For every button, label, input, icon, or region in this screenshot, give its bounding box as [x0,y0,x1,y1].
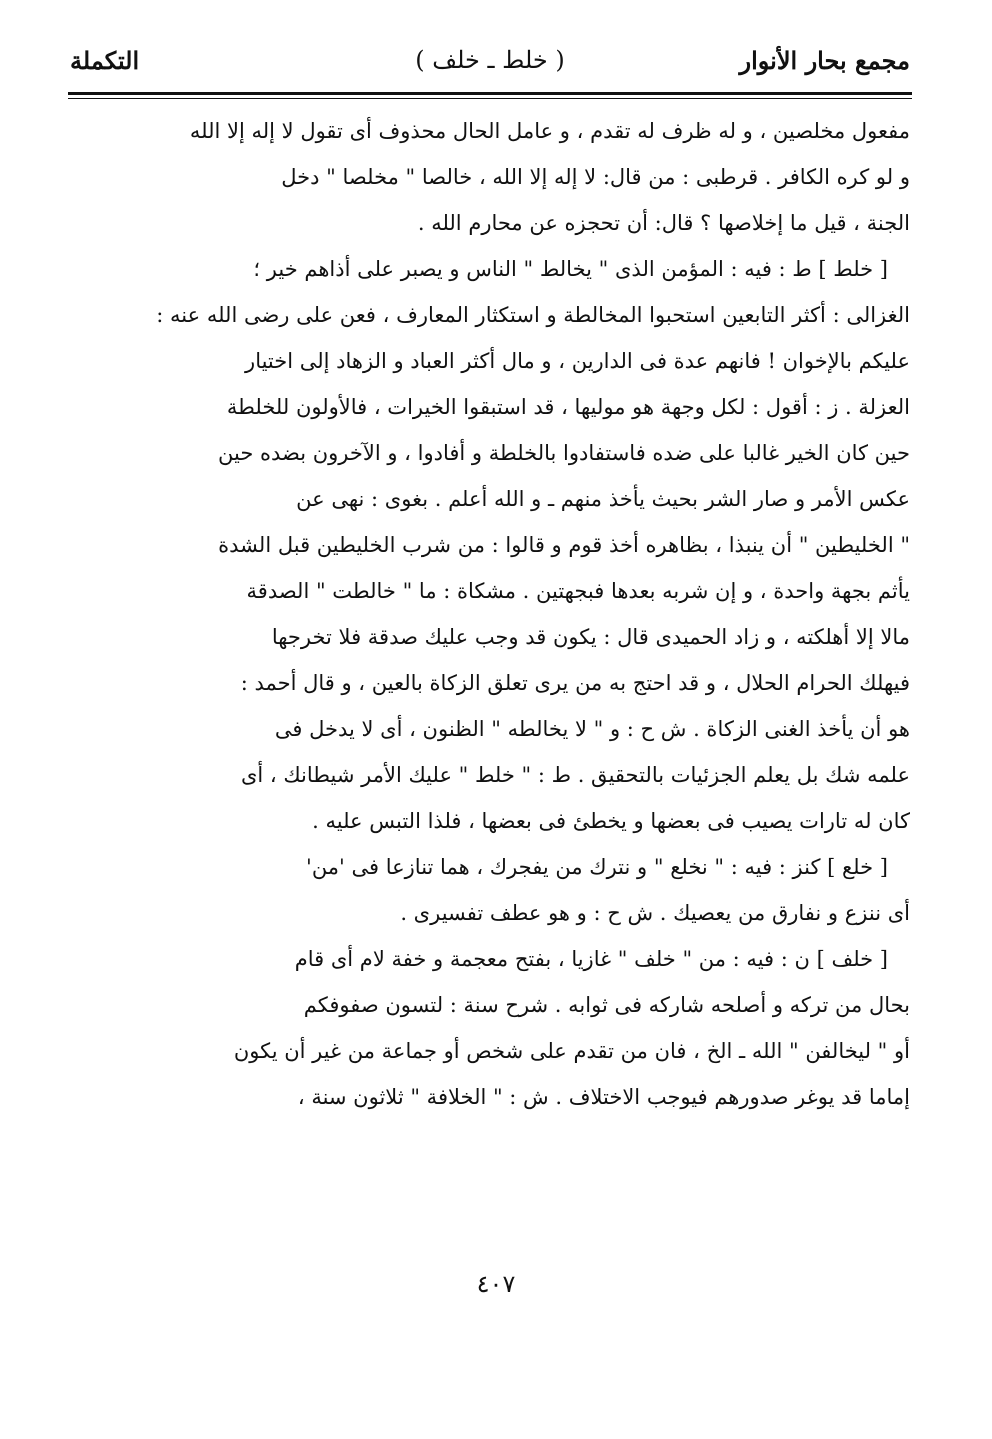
text-line: [ خلف ] ن : فيه : من " خلف " غازيا ، بفتح معجمة و خفة لام أى قام [294,947,888,971]
text-line: فيهلك الحرام الحلال ، و قد احتج به من يرى تعلق الزكاة بالعين ، و قال أحمد : [240,671,910,695]
text-line: و لو كره الكافر . قرطبى : من قال: لا إله إلا الله ، خالصا " مخلصا " دخل [281,165,910,189]
text-line: " الخليطين " أن ينبذا ، بظاهره أخذ قوم و قالوا : من شرب الخليطين قبل الشدة [218,533,910,557]
text-line: يأثم بجهة واحدة ، و إن شربه بعدها فبجهتين . مشكاة : ما " خالطت " الصدقة [246,579,910,603]
text-line: أو " ليخالفن " الله ـ الخ ، فان من تقدم على شخص أو جماعة من غير أن يكون [233,1039,910,1063]
text-line: إماما قد يوغر صدورهم فيوجب الاختلاف . ش : " الخلافة " ثلاثون سنة ، [297,1085,910,1109]
header-rule-thin [68,98,912,99]
text-line: كان له تارات يصيب فى بعضها و يخطئ فى بعضها ، فلذا التبس عليه . [312,809,910,833]
text-line: مفعول مخلصين ، و له ظرف له تقدم ، و عامل الحال محذوف أى تقول لا إله إلا الله [189,119,910,143]
text-line: عكس الأمر و صار الشر بحيث يأخذ منهم ـ و الله أعلم . بغوى : نهى عن [296,487,910,511]
header-book-title: مجمع بحار الأنوار [739,46,910,75]
page-number: ٤٠٧ [476,1270,516,1298]
text-line: هو أن يأخذ الغنى الزكاة . ش ح : و " لا يخالطه " الظنون ، أى لا يدخل فى [274,717,910,741]
text-line: حين كان الخير غالبا على ضده فاستفادوا بالخلطة و أفادوا ، و الآخرون بضده حين [218,441,910,465]
text-line: [ خلع ] كنز : فيه : " نخلع " و نترك من يفجرك ، هما تنازعا فى 'من' [306,855,888,879]
text-line: علمه شك بل يعلم الجزئيات بالتحقيق . ط : " خلط " عليك الأمر شيطانك ، أى [240,763,910,787]
text-line: الغزالى : أكثر التابعين استحبوا المخالطة و استكثار المعارف ، فعن على رضى الله عنه : [156,303,910,327]
text-line: أى ننزع و نفارق من يعصيك . ش ح : و هو عطف تفسيرى . [400,901,910,925]
running-header [70,38,910,88]
header-section-name: التكملة [70,46,140,75]
text-line: [ خلط ] ط : فيه : المؤمن الذى " يخالط " الناس و يصبر على أذاهم خير ؛ [253,257,888,281]
text-line: الجنة ، قيل ما إخلاصها ؟ قال: أن تحجزه عن محارم الله . [417,211,910,235]
text-line: عليكم بالإخوان ! فانهم عدة فى الدارين ، و مال أكثر العباد و الزهاد إلى اختيار [245,349,910,373]
text-line: بحال من تركه و أصلحه شاركه فى ثوابه . شرح سنة : لتسون صفوفكم [303,993,910,1017]
text-line: العزلة . ز : أقول : لكل وجهة هو موليها ، قد استبقوا الخيرات ، فالأولون للخلطة [226,395,910,419]
text-line: مالا إلا أهلكته ، و زاد الحميدى قال : يكون قد وجب عليك صدقة فلا تخرجها [271,625,910,649]
header-entry-range: ( خلط ـ خلف ) [415,46,565,74]
header-rule-thick [68,92,912,95]
main-text [70,108,910,1120]
